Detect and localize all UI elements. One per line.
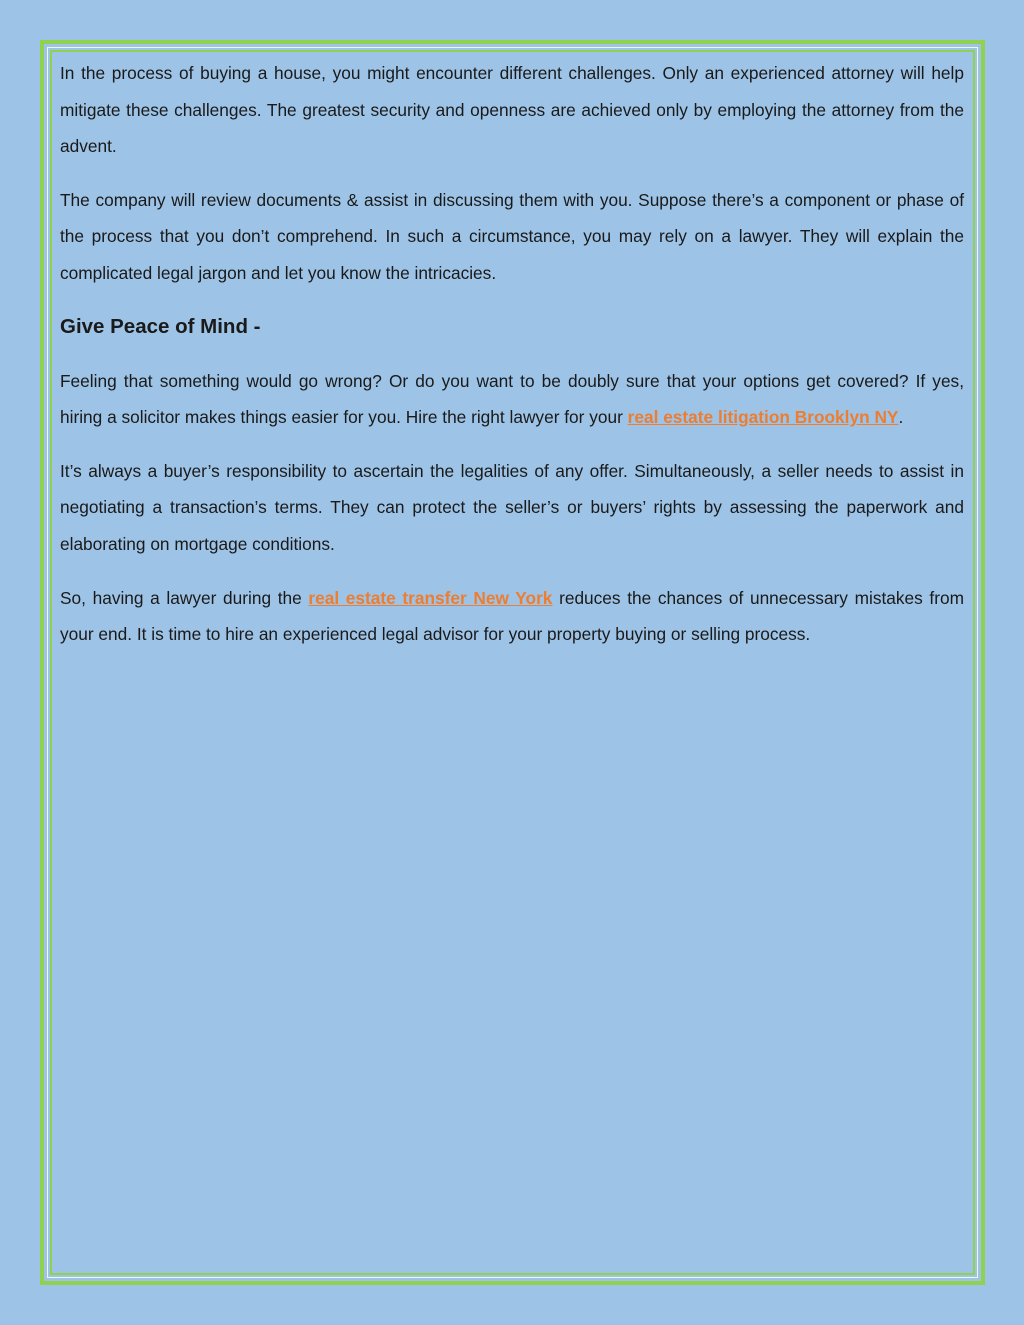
transfer-new-york-link[interactable]: real estate transfer New York (308, 587, 553, 608)
paragraph-text: So, having a lawyer during the (60, 587, 309, 608)
paragraph-peace-of-mind (60, 363, 964, 436)
document-content (60, 55, 964, 670)
paragraph-text-end: . (898, 407, 904, 428)
paragraph-buyer-responsibility: It’s always a buyer’s responsibility to ascertain the legalities of any offer. Simultaneously, a seller needs to assist in negotiating a transaction’s terms. They can protect the seller’s or buyers’ rights by assessing the paperwork and elaborating on mortgage conditions. (60, 460, 964, 554)
paragraph-review-documents: The company will review documents & assist in discussing them with you. Suppose there’s a component or phase of the process that you don’t comprehend. In such a circumstance, you may rely on a lawyer. They will explain the complicated legal jargon and let you know the intricacies. (60, 189, 964, 283)
paragraph-text-end: reduces the chances of unnecessary mistakes from your end. It is time to hire an experienced legal advisor for your property buying or selling process. (60, 587, 964, 645)
paragraph-text: Feeling that something would go wrong? Or do you want to be doubly sure that your options get covered? If yes, hiring a solicitor makes things easier for you. Hire the right lawyer for your (60, 370, 964, 428)
paragraph-intro: In the process of buying a house, you might encounter different challenges. Only an experienced attorney will help mitigate these challenges. The greatest security and openness are achieved only by employing the attorney from the advent. (60, 63, 964, 157)
litigation-brooklyn-link[interactable]: real estate litigation Brooklyn NY (627, 407, 899, 428)
paragraph-conclusion (60, 580, 964, 653)
section-heading: Give Peace of Mind - (60, 314, 261, 338)
